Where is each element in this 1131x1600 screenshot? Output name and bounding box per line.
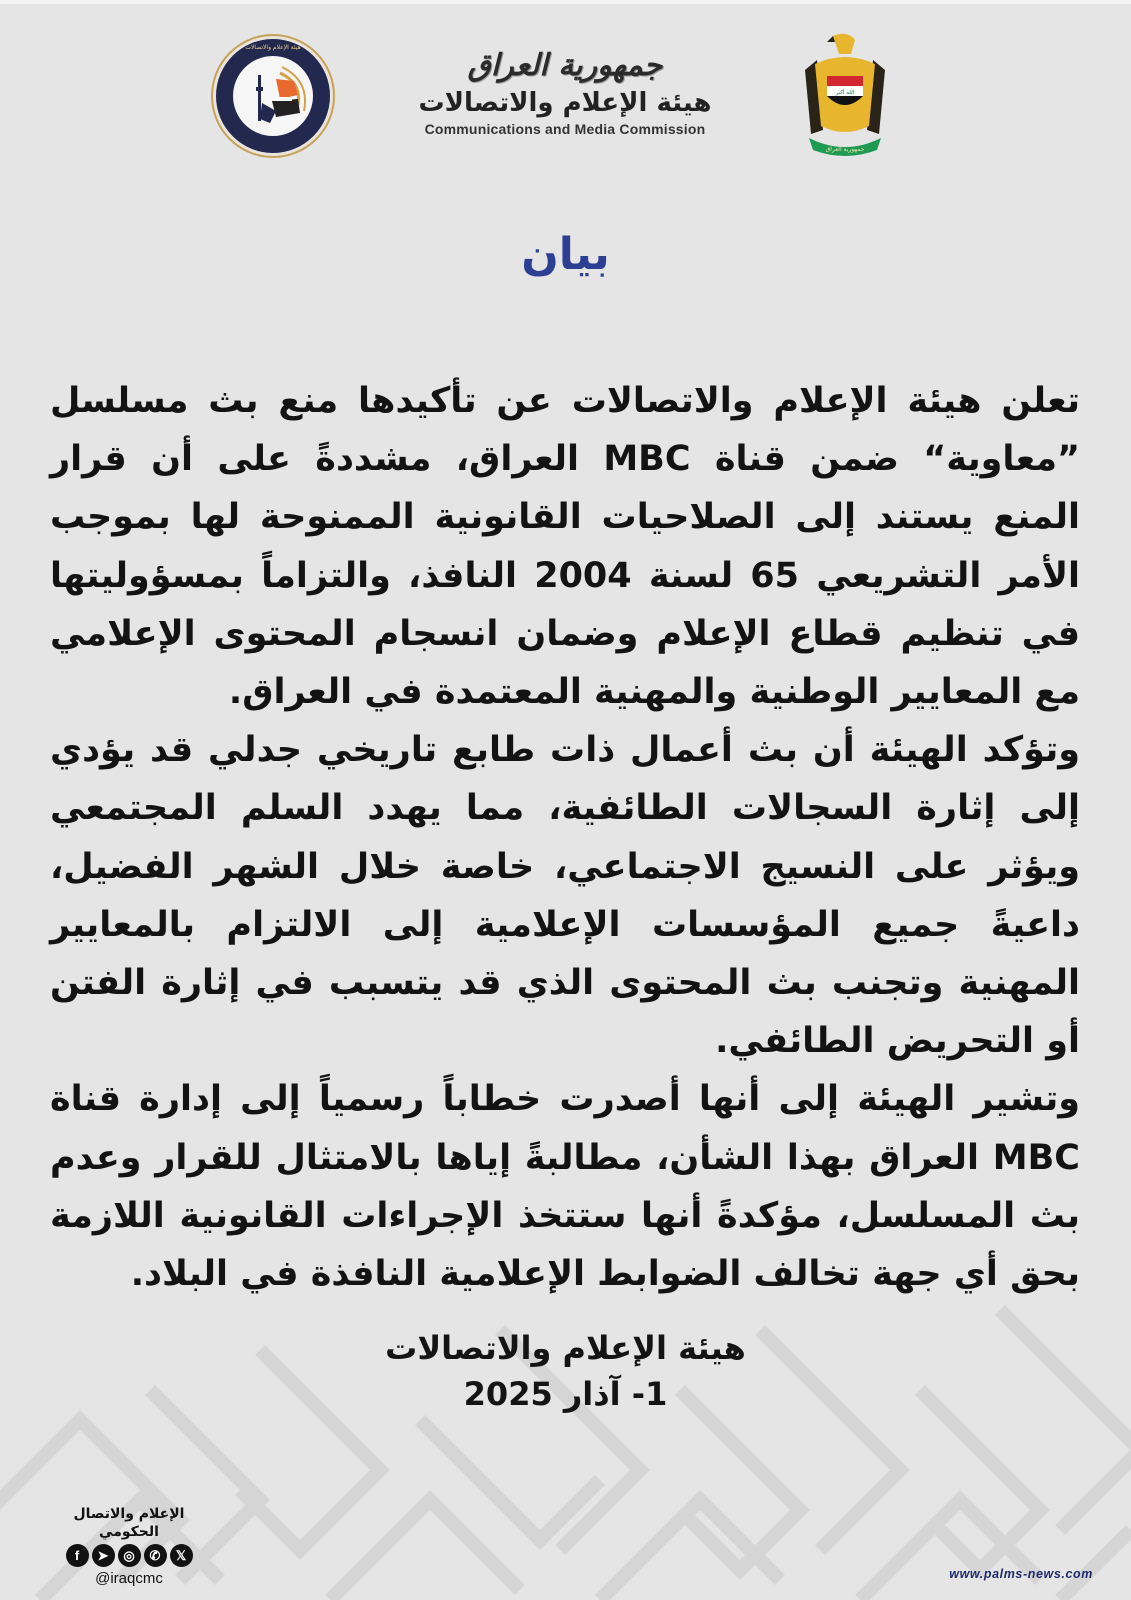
signature-organization: هيئة الإعلام والاتصالات [385, 1329, 746, 1367]
letterhead-titles [390, 48, 740, 138]
social-footer [44, 1505, 214, 1589]
republic-of-iraq-calligraphy: جمهورية العراق [467, 48, 663, 83]
body-paragraph: وتؤكد الهيئة أن بث أعمال ذات طابع تاريخي جدلي قد يؤدي إلى إثارة السجالات الطائفية، مما يهدد السلم المجتمعي ويؤثر على النسيج الاجتماعي، خاصة خلال الشهر الفضيل، داعيةً جميع المؤسسات الإعلامية إلى الالتزام بالمعايير المهنية وتجنب بث المحتوى الذي قد يتسبب في إثارة الفتن أو التحريض الطائفي. [50, 730, 1080, 1062]
source-website-watermark: www.palms-news.com [949, 1567, 1093, 1581]
statement-date: 1- آذار 2025 [463, 1375, 668, 1413]
svg-text:هيئة الإعلام والاتصالات: هيئة الإعلام والاتصالات [245, 44, 301, 51]
body-paragraph: وتشير الهيئة إلى أنها أصدرت خطاباً رسمياً إلى إدارة قناة MBC العراق بهذا الشأن، مطالبةً إياها بالامتثال للقرار وعدم بث المسلسل، مؤكدةً أنها ستتخذ الإجراءات القانونية اللازمة بحق أي جهة تخالف الضوابط الإعلامية النافذة في البلاد. [50, 1079, 1080, 1295]
cmc-seal-logo [210, 33, 336, 159]
facebook-icon[interactable]: f [66, 1544, 89, 1567]
social-title: الإعلام والاتصال الحكومي [73, 1506, 185, 1540]
instagram-icon[interactable]: ◎ [118, 1544, 141, 1567]
whatsapp-icon[interactable]: ✆ [144, 1544, 167, 1567]
body-paragraph: تعلن هيئة الإعلام والاتصالات عن تأكيدها منع بث مسلسل ”معاوية“ ضمن قناة MBC العراق، مشددةً على أن قرار المنع يستند إلى الصلاحيات القانونية الممنوحة لها بموجب الأمر التشريعي 65 لسنة 2004 النافذ، والتزاماً بمسؤوليتها في تنظيم قطاع الإعلام وضمان انسجام المحتوى الإعلامي مع المعايير الوطنية والمهنية المعتمدة في العراق. [50, 381, 1081, 713]
iraq-eagle-emblem [795, 30, 895, 160]
statement-body [50, 372, 1080, 1303]
telegram-icon[interactable]: ➤ [92, 1544, 115, 1567]
letterhead [0, 20, 1131, 170]
signature-block [0, 1325, 1131, 1417]
commission-name-arabic: هيئة الإعلام والاتصالات [418, 88, 712, 118]
commission-name-english: Communications and Media Commission [424, 121, 706, 137]
svg-text:الله أكبر: الله أكبر [835, 90, 855, 96]
svg-text:جمهورية العراق: جمهورية العراق [825, 146, 865, 153]
top-edge-strip [0, 0, 1131, 4]
x-icon[interactable]: 𝕏 [170, 1544, 193, 1567]
statement-title: بيان [521, 229, 610, 280]
social-icons-row [44, 1544, 214, 1567]
social-handle: @iraqcmc [95, 1570, 163, 1587]
